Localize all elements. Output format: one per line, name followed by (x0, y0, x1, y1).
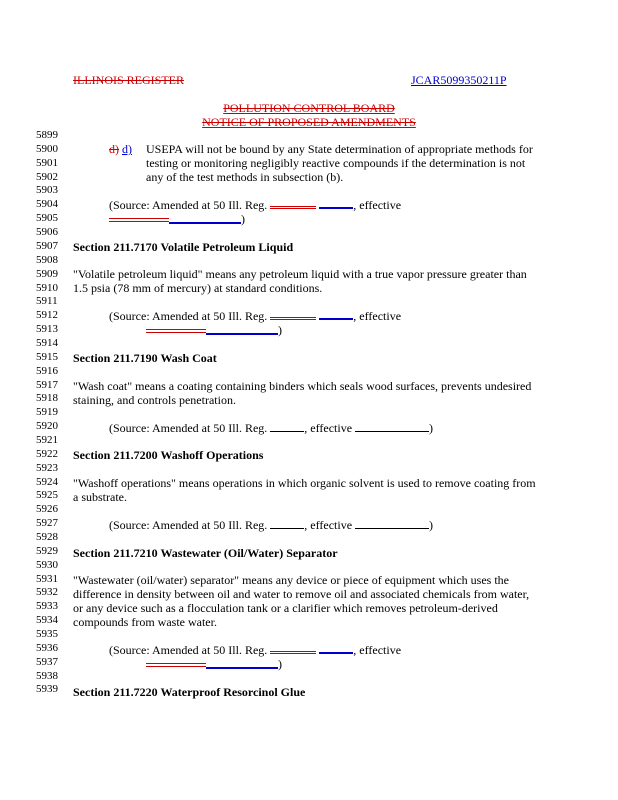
deleted-date-blank (109, 218, 169, 222)
reg-blank (270, 421, 304, 432)
source-close: ) (278, 657, 282, 671)
source-prefix: (Source: Amended at 50 Ill. Reg. (109, 518, 271, 532)
section-text-line: a substrate. (73, 490, 127, 504)
inserted-date-blank (169, 222, 241, 224)
deleted-blank (270, 309, 316, 320)
source-close: ) (429, 421, 434, 435)
source-close: ) (241, 212, 245, 226)
section-text-line: "Volatile petroleum liquid" means any petroleum liquid with a true vapor pressure greater than (73, 267, 527, 281)
inserted-blank (319, 198, 353, 209)
source-note-1 (109, 198, 401, 212)
source-effective: , effective (353, 198, 402, 212)
line-number: 5934 (36, 614, 58, 627)
line-number: 5906 (36, 226, 58, 238)
section-heading: Section 211.7210 Wastewater (Oil/Water) Separator (73, 546, 338, 560)
section-text-line: "Washoff operations" means operations in which organic solvent is used to remove coating from (73, 476, 536, 490)
line-number: 5912 (36, 309, 58, 322)
source-prefix: (Source: Amended at 50 Ill. Reg. (109, 421, 271, 435)
line-number: 5903 (36, 184, 58, 197)
line-number: 5937 (36, 655, 58, 668)
line-number: 5902 (36, 170, 58, 183)
section-heading: Section 211.7200 Washoff Operations (73, 448, 264, 462)
line-number: 5925 (36, 489, 58, 502)
date-blank (355, 518, 429, 529)
item-d-marker-inserted: d) (122, 142, 132, 156)
line-number: 5905 (36, 212, 58, 225)
line-number: 5922 (36, 447, 58, 460)
section-heading: Section 211.7190 Wash Coat (73, 351, 217, 365)
line-number: 5926 (36, 503, 58, 516)
line-number: 5915 (36, 350, 58, 363)
line-number: 5913 (36, 323, 58, 335)
line-number: 5939 (36, 683, 58, 696)
line-number: 5918 (36, 392, 58, 405)
line-number: 5916 (36, 364, 58, 377)
board-name: POLLUTION CONTROL BOARD (223, 101, 395, 115)
line-number: 5910 (36, 281, 58, 294)
notice-title: NOTICE OF PROPOSED AMENDMENTS (202, 115, 416, 129)
section-text-line: or any device such as a flocculation tank or a clarifier which removes petroleum-derived (73, 601, 498, 615)
source-note-5 (109, 643, 401, 657)
inserted-date-blank (206, 667, 278, 669)
date-blank (355, 421, 429, 432)
line-number: 5938 (36, 669, 58, 682)
deleted-date-blank (146, 329, 206, 333)
line-number: 5914 (36, 336, 58, 349)
line-number: 5932 (36, 586, 58, 599)
deleted-date-blank (146, 663, 206, 667)
section-text-line: difference in density between oil and water to remove oil and associated chemicals from water, (73, 587, 530, 601)
source-prefix: (Source: Amended at 50 Ill. Reg. (109, 198, 271, 212)
source-note-3 (109, 421, 433, 435)
line-number: 5911 (36, 295, 58, 308)
item-d-line-1: USEPA will not be bound by any State determination of appropriate methods for (146, 142, 533, 156)
line-number: 5936 (36, 641, 58, 654)
line-number: 5920 (36, 420, 58, 433)
line-number: 5907 (36, 239, 58, 252)
source-effective: , effective (353, 309, 402, 323)
line-number: 5904 (36, 198, 58, 211)
section-text-line: "Wash coat" means a coating containing binders which seals wood surfaces, prevents undesired (73, 379, 532, 393)
item-d-marker-deleted: d) (109, 142, 119, 156)
source-note-4 (109, 518, 433, 532)
item-d-marker (109, 142, 132, 156)
source-effective: , effective (304, 421, 356, 435)
line-number: 5900 (36, 142, 58, 155)
line-number: 5919 (36, 406, 58, 419)
register-title: ILLINOIS REGISTER (73, 73, 184, 87)
line-number: 5931 (36, 572, 58, 585)
source-close: ) (278, 323, 282, 337)
source-effective: , effective (304, 518, 356, 532)
jcar-code: JCAR5099350211P (411, 73, 507, 87)
line-number: 5928 (36, 530, 58, 543)
item-d-line-2: testing or monitoring negligibly reactive compounds if the determination is not (146, 156, 526, 170)
inserted-blank (319, 643, 353, 654)
line-number: 5929 (36, 544, 58, 557)
source-effective: , effective (353, 643, 402, 657)
line-number: 5933 (36, 600, 58, 613)
source-note-2 (109, 309, 401, 323)
section-heading: Section 211.7170 Volatile Petroleum Liquid (73, 240, 294, 254)
source-prefix: (Source: Amended at 50 Ill. Reg. (109, 309, 271, 323)
line-number: 5935 (36, 628, 58, 640)
section-text-line: compounds from waste water. (73, 615, 217, 629)
inserted-date-blank (206, 333, 278, 335)
section-text-line: "Wastewater (oil/water) separator" means any device or piece of equipment which uses the (73, 573, 509, 587)
line-number: 5909 (36, 267, 58, 280)
line-number: 5921 (36, 433, 58, 446)
line-number: 5930 (36, 558, 58, 571)
line-number: 5899 (36, 129, 58, 141)
source-close: ) (429, 518, 434, 532)
line-number: 5924 (36, 475, 58, 488)
line-number: 5927 (36, 517, 58, 530)
source-prefix: (Source: Amended at 50 Ill. Reg. (109, 643, 271, 657)
section-text-line: 1.5 psia (78 mm of mercury) at standard conditions. (73, 281, 323, 295)
reg-blank (270, 518, 304, 529)
deleted-blank (270, 198, 316, 209)
line-number: 5917 (36, 378, 58, 391)
section-heading: Section 211.7220 Waterproof Resorcinol Glue (73, 685, 306, 699)
line-number: 5923 (36, 461, 58, 474)
inserted-blank (319, 309, 353, 320)
item-d-line-3: any of the test methods in subsection (b). (146, 170, 344, 184)
line-number: 5901 (36, 156, 58, 169)
line-number: 5908 (36, 253, 58, 266)
deleted-blank (270, 643, 316, 654)
section-text-line: staining, and controls penetration. (73, 393, 236, 407)
